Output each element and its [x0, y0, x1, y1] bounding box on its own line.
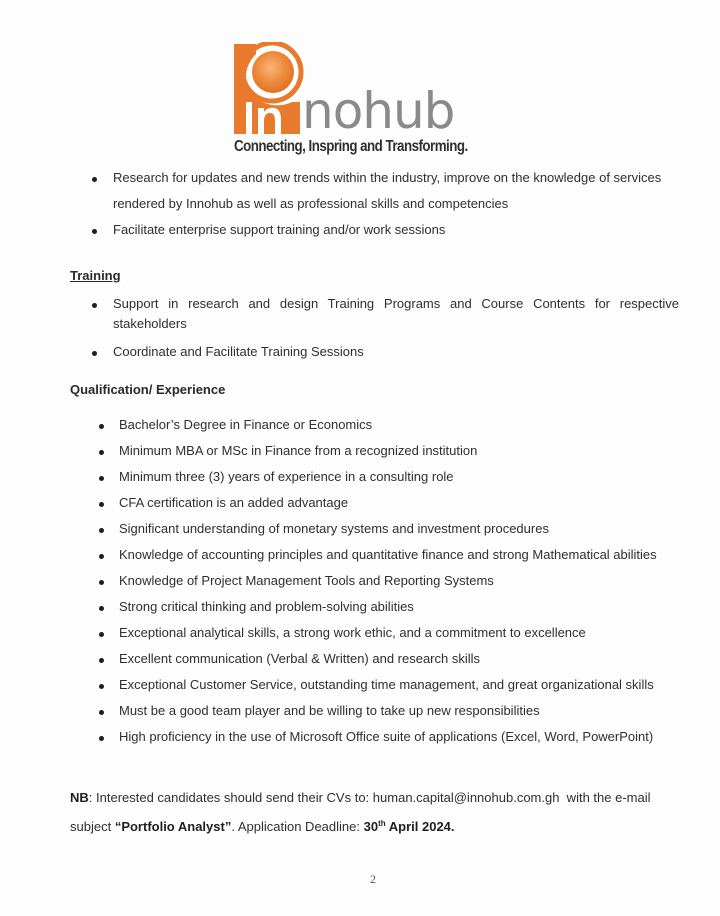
- intro-bullet-1-line-1: Research for updates and new trends within the industry, improve on the knowledge of services: [113, 170, 662, 185]
- bullet-dot-icon: [99, 450, 104, 455]
- qualification-item: Knowledge of Project Management Tools and Reporting Systems: [119, 573, 494, 588]
- qualification-item: Exceptional analytical skills, a strong work ethic, and a commitment to excellence: [119, 625, 586, 640]
- bullet-dot-icon: [99, 424, 104, 429]
- bullet-dot-icon: [92, 229, 97, 234]
- qualification-item: CFA certification is an added advantage: [119, 495, 349, 510]
- deadline-label: . Application Deadline:: [231, 819, 364, 834]
- training-bullet-1-line-2: stakeholders: [113, 316, 187, 331]
- note-line-2: [70, 816, 455, 835]
- training-heading: Training: [70, 268, 121, 283]
- bullet-dot-icon: [99, 528, 104, 533]
- bullet-dot-icon: [99, 710, 104, 715]
- bullet-dot-icon: [99, 580, 104, 585]
- logo-tagline: Connecting, Inspring and Transforming.: [234, 138, 468, 155]
- bullet-dot-icon: [99, 502, 104, 507]
- note-label: NB: [70, 790, 89, 805]
- note-line-1: [70, 790, 651, 806]
- bullet-dot-icon: [99, 476, 104, 481]
- qualification-item: High proficiency in the use of Microsoft Office suite of applications (Excel, Word, PowerPoint): [119, 729, 654, 744]
- bullet-dot-icon: [99, 658, 104, 663]
- intro-bullet-1-line-2: rendered by Innohub as well as professional skills and competencies: [113, 196, 509, 211]
- qualification-item: Excellent communication (Verbal & Written) and research skills: [119, 651, 481, 666]
- deadline-date: [364, 819, 455, 834]
- note-text: : Interested candidates should send their CVs to:: [88, 790, 373, 805]
- qualification-heading: Qualification/ Experience: [70, 382, 226, 397]
- qualification-item: Minimum MBA or MSc in Finance from a recognized institution: [119, 443, 478, 458]
- qualification-item: Exceptional Customer Service, outstanding time management, and great organizational skills: [119, 677, 654, 692]
- note-subject-prefix: subject: [70, 819, 115, 834]
- qualification-item: Minimum three (3) years of experience in a consulting role: [119, 469, 454, 484]
- deadline-month-year: April 2024: [385, 819, 451, 834]
- email-subject: “Portfolio Analyst”: [114, 819, 232, 834]
- bullet-dot-icon: [99, 684, 104, 689]
- bullet-dot-icon: [92, 351, 97, 356]
- bullet-dot-icon: [99, 736, 104, 741]
- page-number: 2: [370, 872, 376, 886]
- deadline-day-suffix: th: [378, 819, 386, 828]
- qualification-item: Significant understanding of monetary systems and investment procedures: [119, 521, 549, 536]
- bullet-dot-icon: [92, 303, 97, 308]
- logo-wordmark: nohub: [302, 82, 455, 140]
- training-bullet-2: Coordinate and Facilitate Training Sessions: [113, 344, 364, 359]
- innohub-logo: [234, 42, 468, 157]
- bullet-dot-icon: [92, 177, 97, 182]
- deadline-period: .: [450, 819, 455, 834]
- bullet-dot-icon: [99, 606, 104, 611]
- deadline-day: 30: [363, 819, 379, 834]
- qualification-item: Strong critical thinking and problem-solving abilities: [119, 599, 414, 614]
- contact-email-link[interactable]: human.capital@innohub.com.gh: [372, 790, 560, 805]
- qualification-item: Knowledge of accounting principles and quantitative finance and strong Mathematical abilities: [119, 547, 657, 562]
- qualification-item: Must be a good team player and be willing to take up new responsibilities: [119, 703, 540, 718]
- bullet-dot-icon: [99, 554, 104, 559]
- intro-bullet-2: Facilitate enterprise support training and/or work sessions: [113, 222, 446, 237]
- training-bullet-1-line-1: Support in research and design Training Programs and Course Contents for respective: [113, 296, 679, 311]
- note-text-tail: with the e-mail: [559, 790, 651, 805]
- qualification-item: Bachelor’s Degree in Finance or Economics: [119, 417, 373, 432]
- bullet-dot-icon: [99, 632, 104, 637]
